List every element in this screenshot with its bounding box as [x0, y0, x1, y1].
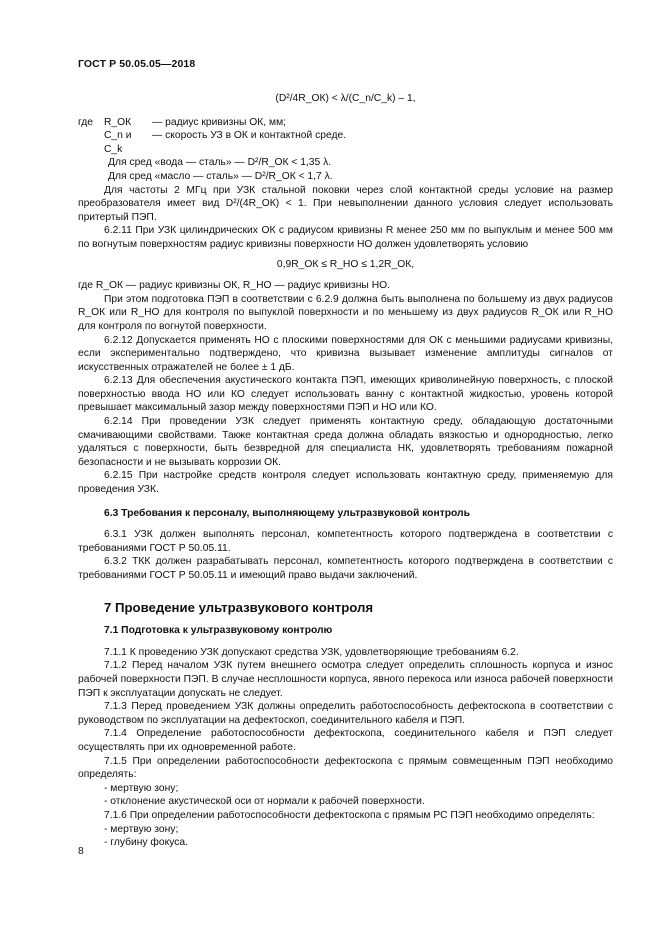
where-label: где [78, 116, 94, 128]
heading-7: 7 Проведение ультразвукового контроля [104, 599, 374, 615]
paragraph-prep: При этом подготовка ПЭП в соответствии с 6.2.9 должна быть выполнена по большему из двух радиусов R_ОК или R_НО для контроля по выпуклой поверхности и по меньшему из двух радиусов R_ОК или R_НО для контроля по вогнутой поверхности. [78, 293, 613, 332]
paragraph-7-1-4: 7.1.4 Определение работоспособности дефектоскопа, соединительного кабеля и ПЭП следует осуществлять при их одновременной работе. [78, 728, 613, 753]
list-item: - мертвую зону; [104, 823, 179, 835]
paragraph-6-2-11: 6.2.11 При УЗК цилиндрических ОК с радиусом кривизны R менее 250 мм по выпуклым и менее 500 мм по вогнутым поверхностям радиус кривизны поверхности НО должен удовлетворять условию [78, 225, 613, 250]
paragraph-6-2-14: 6.2.14 При проведении УЗК следует применять контактную среду, обладающую достаточными смачивающими свойствами. Также контактная среда должна обладать вязкостью и однородностью, легко удаляться с поверхности, быть безвредной для специалиста НК, удовлетворять требованиям пожарной безопасности и не вызывать коррозии ОК. [78, 416, 613, 468]
roc-description: — радиус кривизны ОК, мм; [152, 116, 287, 128]
paragraph-6-3-2: 6.3.2 ТКК должен разрабатывать персонал, компетентность которого подтверждена в соответствии с требованиями ГОСТ Р 50.05.11 и имеющий право выдачи заключений. [78, 556, 613, 581]
heading-7-1: 7.1 Подготовка к ультразвуковому контролю [104, 625, 333, 637]
where-roc [78, 116, 613, 130]
paragraph-7-1-3: 7.1.3 Перед проведением УЗК должны определить работоспособность дефектоскопа в соответствии с руководством по эксплуатации на дефектоскоп, соединительного кабеля и ПЭП. [78, 701, 613, 726]
where-c [78, 129, 613, 156]
paragraph-7-1-2: 7.1.2 Перед началом УЗК путем внешнего осмотра следует определить сплошность корпуса и износ рабочей поверхности ПЭП. В случае несплошности корпуса, явного перекоса или износа рабочей поверхности ПЭП к эксплуатации допускать не следует. [78, 660, 613, 699]
where-radius: где R_ОК — радиус кривизны ОК, R_НО — радиус кривизны НО. [78, 280, 390, 292]
water-steel-condition: Для сред «вода — сталь» — D²/R_ОК < 1,35 λ. [108, 157, 332, 169]
c-symbol: C_n и C_k [104, 130, 132, 155]
paragraph-7-1-5: 7.1.5 При определении работоспособности дефектоскопа с прямым совмещенным ПЭП необходимо определять: [78, 755, 613, 781]
paragraph-7-1-1: 7.1.1 К проведению УЗК допускают средства УЗК, удовлетворяющие требованиям 6.2. [104, 646, 519, 658]
roc-symbol: R_ОК [104, 116, 132, 128]
list-item: - глубину фокуса. [104, 837, 189, 849]
formula-transducer-condition: (D²/4R_ОК) < λ/(C_n/C_k) – 1, [275, 93, 416, 104]
paragraph-6-3-1: 6.3.1 УЗК должен выполнять персонал, компетентность которого подтверждена в соответствии с требованиями ГОСТ Р 50.05.11. [78, 529, 613, 554]
heading-6-3: 6.3 Требования к персоналу, выполняющему ультразвуковой контроль [104, 507, 470, 519]
page-number: 8 [78, 846, 84, 857]
list-item: - отклонение акустической оси от нормали к рабочей поверхности. [104, 796, 425, 808]
oil-steel-condition: Для сред «масло — сталь» — D²/R_ОК < 1,7 λ. [108, 170, 333, 182]
c-description: — скорость УЗ в ОК и контактной среде. [152, 130, 347, 142]
formula-radius-condition: 0,9R_ОК ≤ R_НО ≤ 1,2R_ОК, [276, 258, 415, 270]
document-body [78, 88, 613, 850]
paragraph-7-1-6: 7.1.6 При определении работоспособности дефектоскопа с прямым РС ПЭП необходимо определять: [104, 809, 595, 821]
paragraph-6-2-13: 6.2.13 Для обеспечения акустического контакта ПЭП, имеющих криволинейную поверхность, с плоской поверхностью ввода НО или КО следует использовать ванну с контактной жидкостью, уровень которой превышает максимальный зазор между поверхностями ПЭП и НО или КО. [78, 375, 613, 414]
paragraph-2mhz: Для частоты 2 МГц при УЗК стальной поковки через слой контактной среды условие на размер преобразователя имеет вид D²/(4R_ОК) < 1. При невыполнении данного условия следует использовать притертый ПЭП. [78, 184, 613, 223]
paragraph-6-2-12: 6.2.12 Допускается применять НО с плоскими поверхностями для ОК с меньшими радиусами кривизны, если экспериментально подтверждено, что кривизна вызывает изменение амплитуды сигналов от искусственных отражателей не более ± 1 дБ. [78, 334, 613, 373]
list-item: - мертвую зону; [104, 782, 179, 794]
paragraph-6-2-15: 6.2.15 При настройке средств контроля следует использовать контактную среду, применяемую для проведения УЗК. [78, 470, 613, 496]
document-header: ГОСТ Р 50.05.05—2018 [78, 58, 196, 70]
